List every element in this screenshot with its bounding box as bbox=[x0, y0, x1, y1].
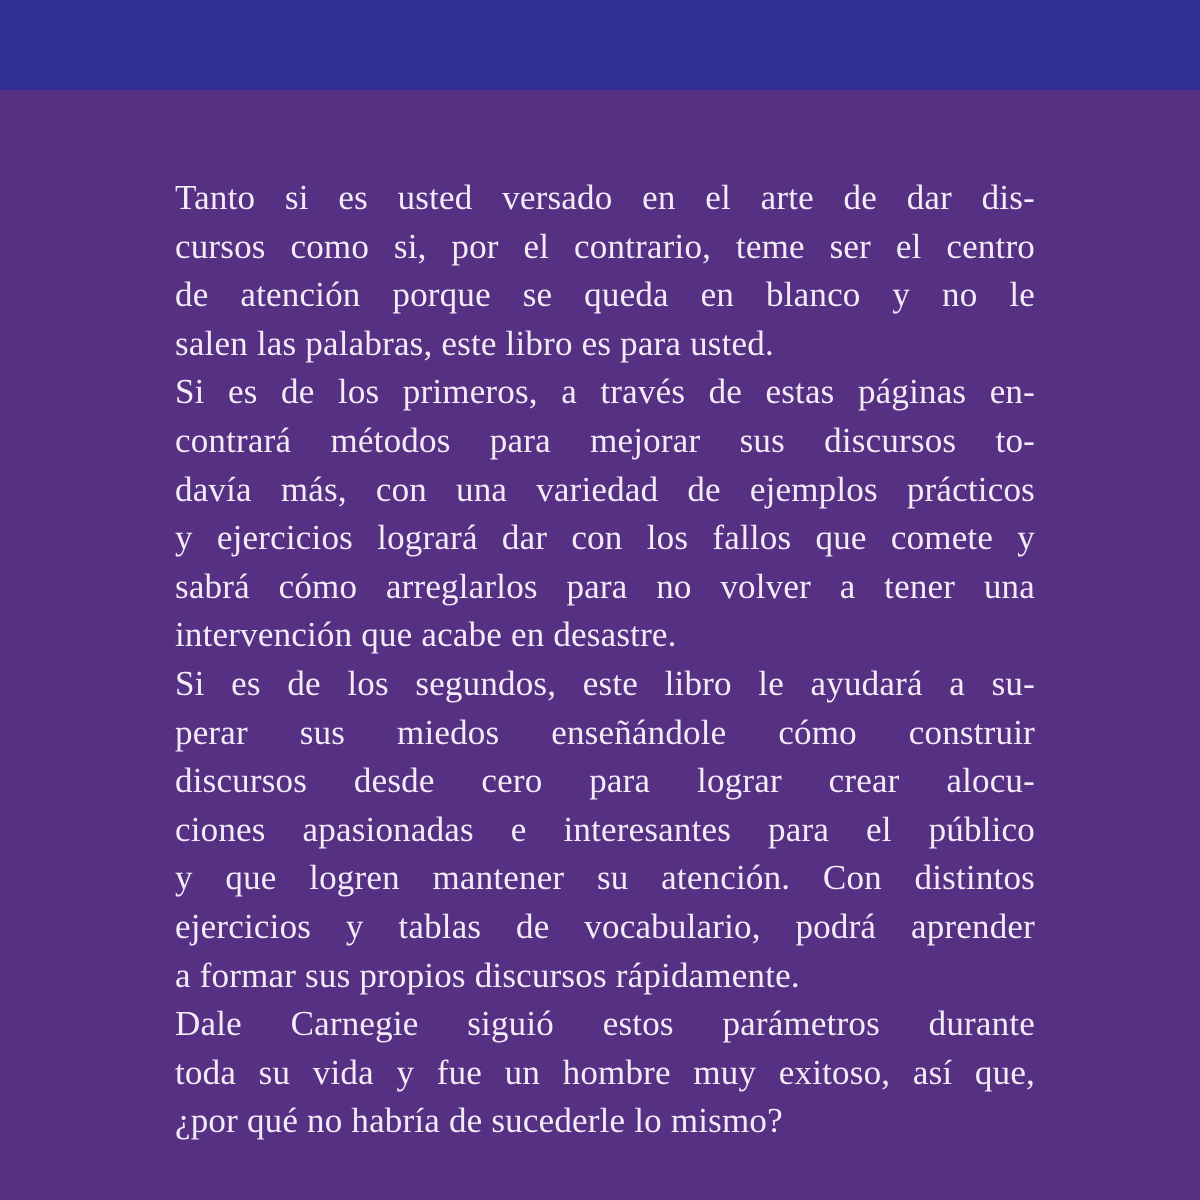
back-cover-blurb bbox=[175, 174, 1035, 1146]
top-color-band bbox=[0, 0, 1200, 90]
text-line: y que logren mantener su atención. Con distintos bbox=[175, 858, 1035, 898]
paragraph-2 bbox=[175, 368, 1035, 660]
text-line: salen las palabras, este libro es para usted. bbox=[175, 323, 774, 363]
text-line: contrará métodos para mejorar sus discursos to- bbox=[175, 420, 1035, 460]
text-line: ejercicios y tablas de vocabulario, podrá aprender bbox=[175, 906, 1035, 946]
paragraph-3 bbox=[175, 660, 1035, 1000]
text-line: ciones apasionadas e interesantes para el público bbox=[175, 809, 1035, 849]
text-line: de atención porque se queda en blanco y no le bbox=[175, 275, 1035, 315]
text-line: davía más, con una variedad de ejemplos prácticos bbox=[175, 469, 1035, 509]
text-line: cursos como si, por el contrario, teme ser el centro bbox=[175, 226, 1035, 266]
paragraph-4 bbox=[175, 1000, 1035, 1146]
text-line: a formar sus propios discursos rápidamente. bbox=[175, 955, 800, 995]
text-line: y ejercicios logrará dar con los fallos que comete y bbox=[175, 518, 1035, 558]
text-line: ¿por qué no habría de sucederle lo mismo? bbox=[175, 1101, 783, 1141]
text-line: intervención que acabe en desastre. bbox=[175, 615, 677, 655]
text-line: perar sus miedos enseñándole cómo construir bbox=[175, 712, 1035, 752]
text-line: toda su vida y fue un hombre muy exitoso, así que, bbox=[175, 1052, 1035, 1092]
text-line: Si es de los primeros, a través de estas páginas en- bbox=[175, 372, 1035, 412]
text-line: discursos desde cero para lograr crear alocu- bbox=[175, 761, 1035, 801]
text-line: Tanto si es usted versado en el arte de dar dis- bbox=[175, 178, 1035, 217]
paragraph-1 bbox=[175, 174, 1035, 368]
text-line: sabrá cómo arreglarlos para no volver a tener una bbox=[175, 566, 1035, 606]
text-line: Si es de los segundos, este libro le ayudará a su- bbox=[175, 663, 1035, 703]
text-line: Dale Carnegie siguió estos parámetros durante bbox=[175, 1004, 1035, 1044]
